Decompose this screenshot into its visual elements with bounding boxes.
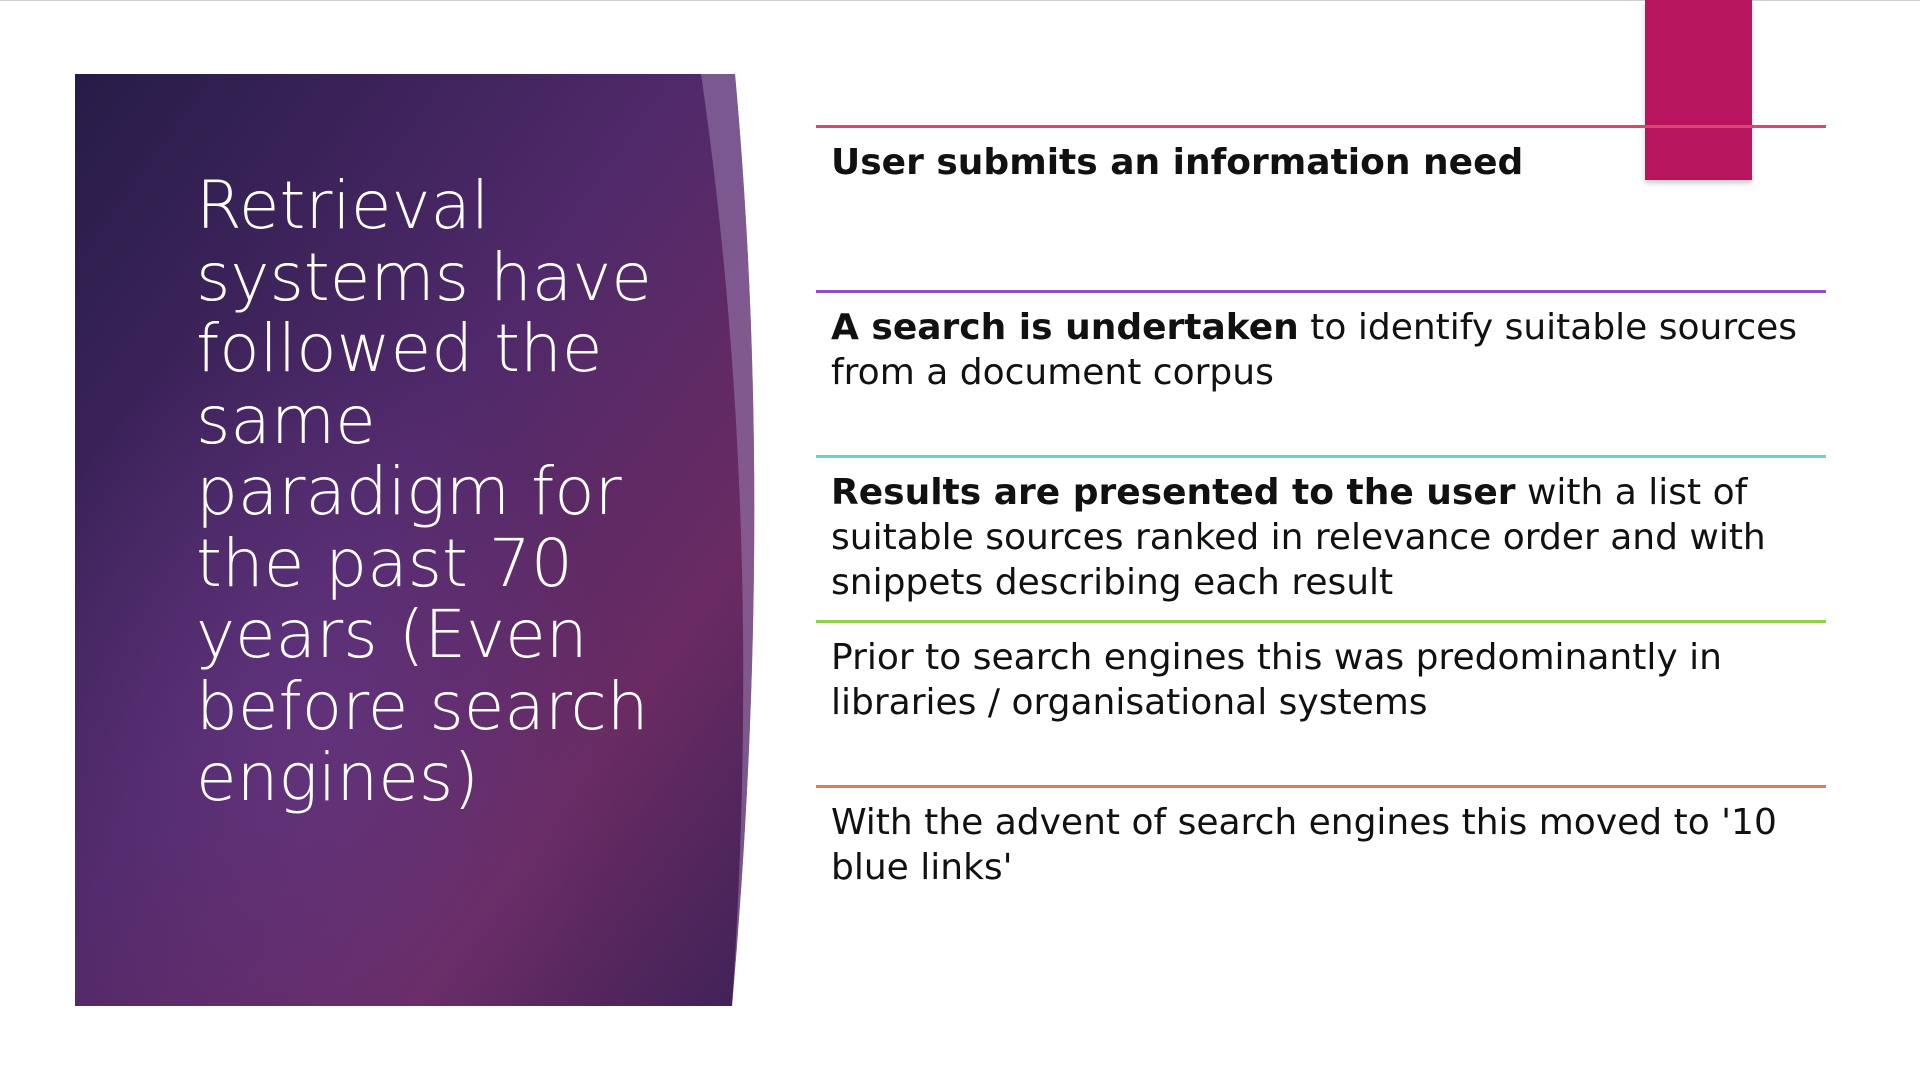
- item-text: [831, 305, 1821, 395]
- item-rule: [816, 620, 1826, 623]
- list-item: [816, 455, 1826, 605]
- item-rule: [816, 785, 1826, 788]
- item-rest: Prior to search engines this was predominantly in libraries / organisational systems: [831, 637, 1722, 723]
- item-text: [831, 140, 1821, 185]
- list-item: [816, 620, 1826, 725]
- item-rule: [816, 455, 1826, 458]
- item-bold: Results are presented to the user: [831, 472, 1516, 513]
- item-text: [831, 800, 1821, 890]
- item-bold: User submits an information need: [831, 142, 1524, 183]
- item-text: [831, 470, 1821, 605]
- slide-title: Retrieval systems have followed the same paradigm for the past 70 years (Even before search engines): [196, 167, 652, 816]
- item-rest: with a list of suitable sources ranked in relevance order and with snippets describing each result: [831, 472, 1766, 603]
- list-item: [816, 785, 1826, 890]
- item-text: [831, 635, 1821, 725]
- list-item: [816, 125, 1826, 185]
- item-rule: [816, 290, 1826, 293]
- item-rest: to identify suitable sources from a document corpus: [831, 307, 1798, 393]
- item-bold: A search is undertaken: [831, 307, 1299, 348]
- top-divider: [0, 0, 1920, 1]
- list-item: [816, 290, 1826, 395]
- item-rule: [816, 125, 1826, 128]
- item-rest: With the advent of search engines this moved to '10 blue links': [831, 802, 1777, 888]
